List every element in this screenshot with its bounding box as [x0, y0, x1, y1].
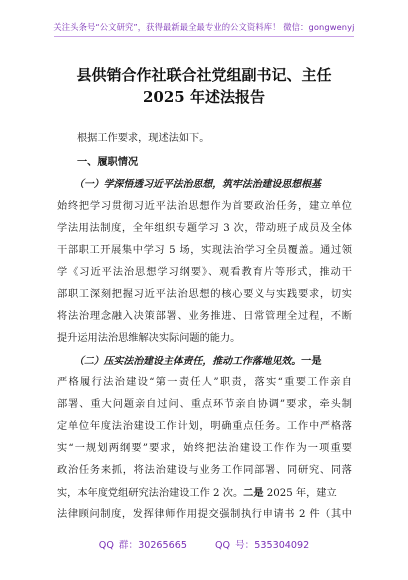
paragraph-1-line: 学法用法制度，全年组织专题学习 3 次，带动班子成员及全体 — [57, 223, 352, 234]
paragraph-2-line: 实“一规划两纲要”要求，始终把法治建设工作作为一项重要 — [57, 443, 352, 454]
paragraph-2-line: 定单位年度法治建设工作计划，明确重点任务。工作中严格落 — [57, 421, 352, 432]
subsection-heading-2: （二）压实法治建设主体责任，推动工作落地见效。 — [74, 356, 302, 367]
document-title-line-2: 2025 年述法报告 — [143, 88, 265, 106]
header-divider — [54, 36, 354, 37]
paragraph-2-line: 严格履行法治建设“第一责任人”职责，落实“重要工作亲自 — [57, 377, 352, 388]
document-title-line-1: 县供销合作社联合社党组副书记、主任 — [76, 66, 332, 84]
footer-qq-group: QQ 群：30265665 — [98, 540, 187, 551]
paragraph-1-line: 部职工深刻把握习近平法治思想的核心要义与实践要求，切实 — [57, 289, 352, 300]
paragraph-2-line: 部署、重大问题亲自过问、重点环节亲自协调”要求，牵头制 — [57, 399, 352, 410]
paragraph-1-line: 提升运用法治思维解决实际问题的能力。 — [57, 333, 241, 344]
paragraph-2-line: 法律顾问制度，发挥律师作用提交强制执行申请书 2 件（其中 — [57, 509, 352, 520]
intro-paragraph: 根据工作要求，现述法如下。 — [77, 133, 210, 144]
footer-qq-number: QQ 号：535304092 — [214, 540, 310, 551]
paragraph-2-line: 实，本年度党组研究法治建设工作 2 次。 — [57, 488, 244, 499]
paragraph-1-line: 干部职工开展集中学习 5 场，实现法治学习全员覆盖。通过领 — [57, 245, 352, 256]
paragraph-1-line: 将法治理念融入决策部署、业务推进、日常管理全过程，不断 — [57, 311, 352, 322]
paragraph-1-line: 学《习近平法治思想学习纲要》、观看教育片等形式，推动干 — [57, 267, 352, 278]
paragraph-2-line: 政治任务来抓，将法治建设与业务工作同部署、同研究、同落 — [57, 465, 352, 476]
footer-contact — [0, 537, 408, 551]
paragraph-1-line: 始终把学习贯彻习近平法治思想作为首要政治任务，建立单位 — [57, 201, 352, 212]
point-lead-1: 一是 — [301, 355, 322, 367]
paragraph-2-tail: 2025 年，建立 — [263, 488, 337, 499]
section-heading-1: 一、履职情况 — [77, 156, 139, 168]
subsection-heading-2-row — [74, 354, 352, 369]
point-lead-2: 二是 — [243, 487, 264, 499]
paragraph-2-line-mixed — [57, 486, 352, 501]
subsection-heading-1: （一）学深悟透习近平法治思想，筑牢法治建设思想根基 — [74, 179, 321, 190]
header-banner: 关注头条号“公文研究”，获得最新最全最专业的公文资料库！ 微信：gongwenyj — [53, 22, 355, 32]
